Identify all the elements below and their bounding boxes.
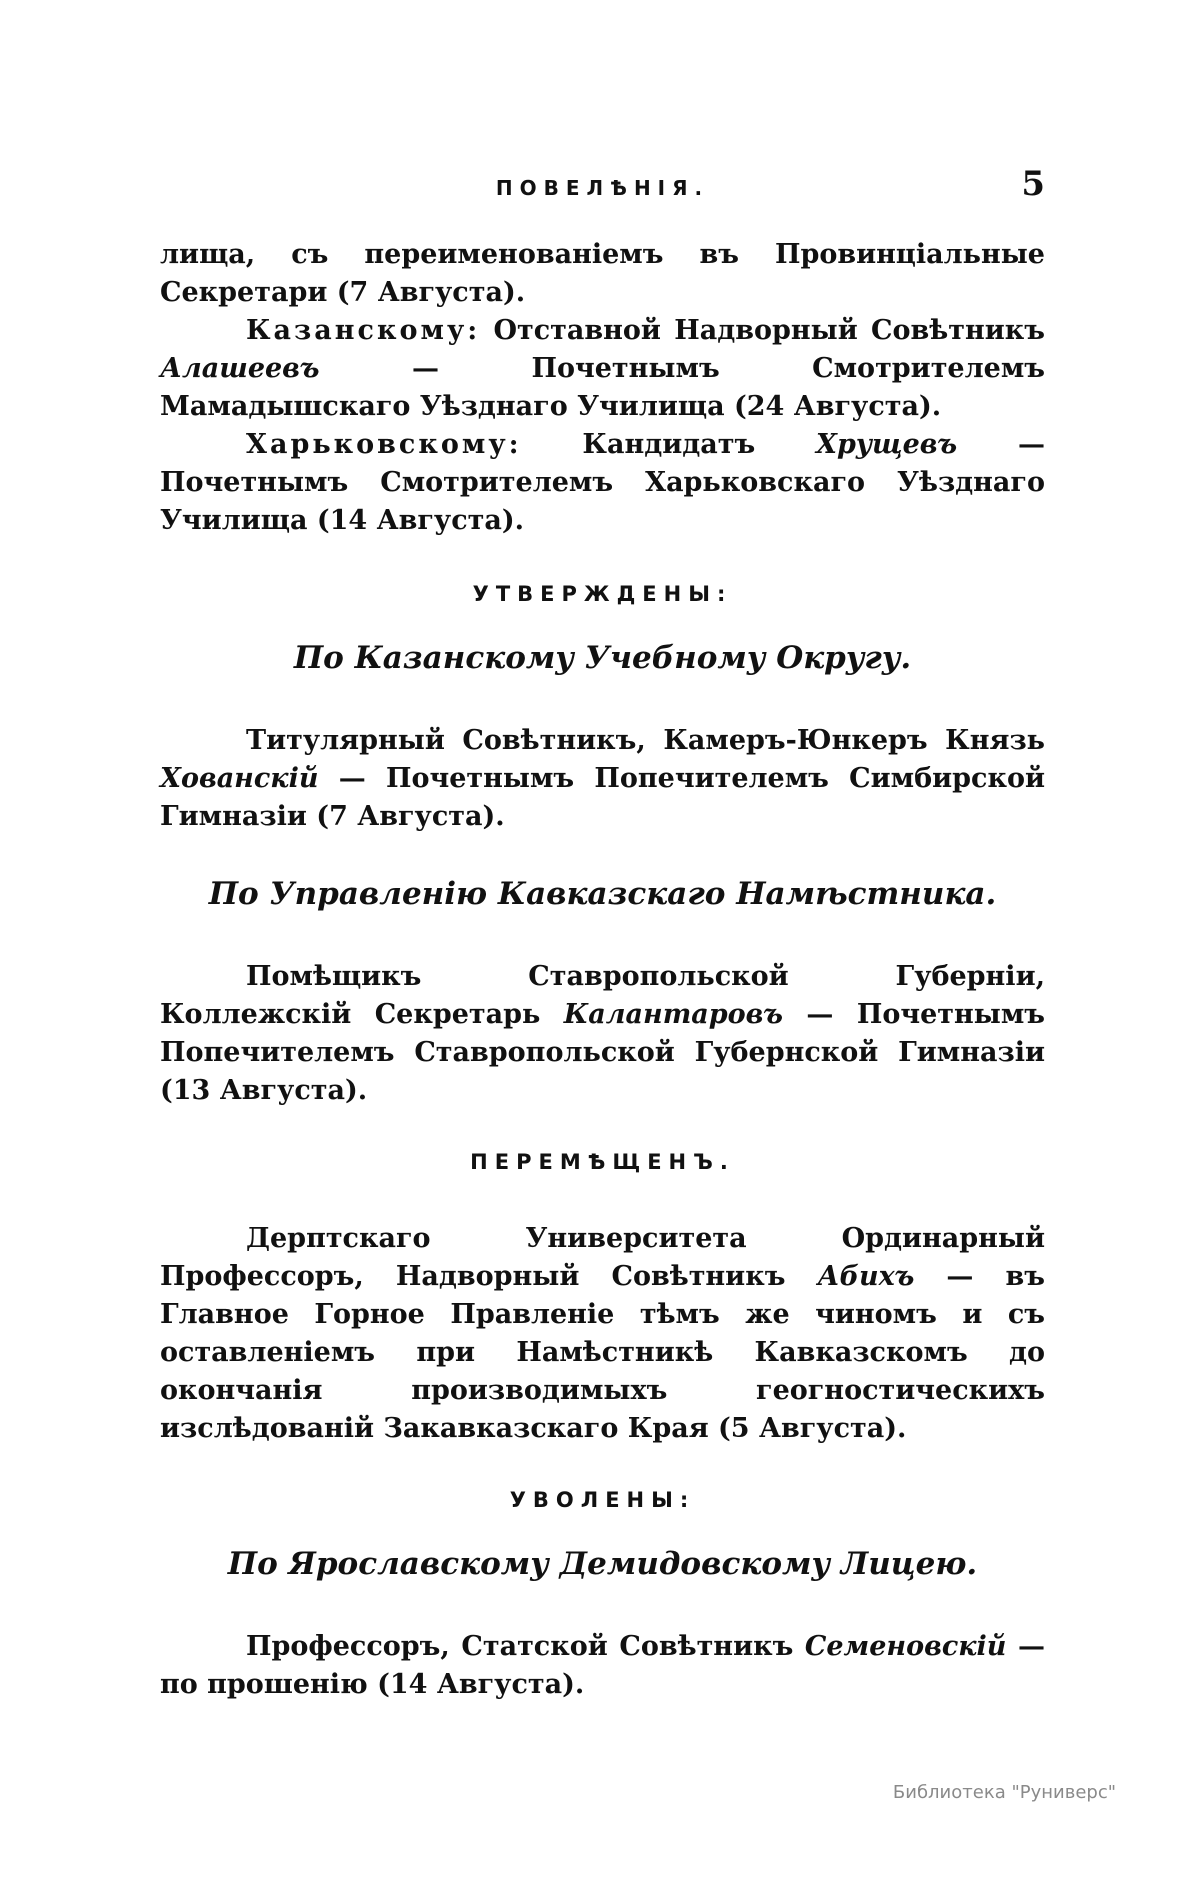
paragraph-text: — Почетнымъ Смотрителемъ Мамадышскаго Уѣзднаго Училища (24 Августа).	[160, 353, 1045, 422]
paragraph-text: Дерптскаго Университета Ординарный Профессоръ, Надворный Совѣтникъ	[160, 1223, 1045, 1292]
section-heading-confirmed: УТВЕРЖДЕНЫ:	[472, 582, 733, 606]
paragraph-text: Отставной Надворный Совѣтникъ	[480, 315, 1045, 346]
paragraph-semenovsky	[160, 1628, 1045, 1704]
subheading-caucasus: По Управленію Кавказскаго Намѣстника.	[208, 876, 997, 912]
page-number: 5	[1021, 164, 1045, 204]
person-name: Семеновскій	[804, 1631, 1007, 1662]
person-name: Хованскій	[160, 763, 319, 794]
paragraph-text: — въ Главное Горное Правленіе тѣмъ же чиномъ и съ оставленіемъ при Намѣстникѣ Кавказскомъ до окончанія производимыхъ геогностическихъ изслѣдованій Закавказскаго Края (5 Августа).	[160, 1261, 1045, 1444]
library-credit: Библиотека "Руниверс"	[892, 1782, 1116, 1803]
paragraph-khovansky	[160, 722, 1045, 836]
paragraph-text: лища, съ переименованіемъ въ Провинціальные Секретари (7 Августа).	[160, 239, 1045, 308]
subheading-yaroslavl-lyceum: По Ярославскому Демидовскому Лицею.	[227, 1546, 978, 1582]
paragraph-text: Кандидатъ	[521, 429, 817, 460]
section-heading-dismissed: УВОЛЕНЫ:	[509, 1488, 696, 1512]
running-head	[160, 164, 1045, 208]
running-title: ПОВЕЛѢНІЯ.	[495, 176, 710, 200]
person-name: Абихъ	[817, 1261, 915, 1292]
district-lead: Харьковскому:	[246, 429, 522, 460]
paragraph-text: — Почетнымъ Смотрителемъ Харьковскаго Уѣзднаго Училища (14 Августа).	[160, 429, 1045, 536]
paragraph-text: — Почетнымъ Попечителемъ Ставропольской Губернской Гимназіи (13 Августа).	[160, 999, 1045, 1106]
paragraph-text: — по прошенію (14 Августа).	[160, 1631, 1045, 1700]
section-heading-transferred: ПЕРЕМѢЩЕНЪ.	[470, 1150, 735, 1174]
person-name: Хрущевъ	[816, 429, 958, 460]
subheading-kazan-district: По Казанскому Учебному Округу.	[293, 640, 912, 676]
paragraph-kalantarov	[160, 958, 1045, 1110]
paragraph-continuation	[160, 236, 1045, 312]
district-lead: Казанскому:	[246, 315, 481, 346]
person-name: Алашеевъ	[160, 353, 320, 384]
paragraph-text: Помѣщикъ Ставропольской Губерніи, Коллежскій Секретарь	[160, 961, 1045, 1030]
paragraph-text: — Почетнымъ Попечителемъ Симбирской Гимназіи (7 Августа).	[160, 763, 1045, 832]
paragraph-text: Титулярный Совѣтникъ, Камеръ-Юнкеръ Князь	[246, 725, 1045, 756]
paragraph-text: Профессоръ, Статской Совѣтникъ	[246, 1631, 805, 1662]
paragraph-abich	[160, 1220, 1045, 1448]
paragraph-kharkov	[160, 426, 1045, 540]
paragraph-kazan	[160, 312, 1045, 426]
person-name: Калантаровъ	[563, 999, 784, 1030]
body-text	[160, 236, 1045, 1704]
